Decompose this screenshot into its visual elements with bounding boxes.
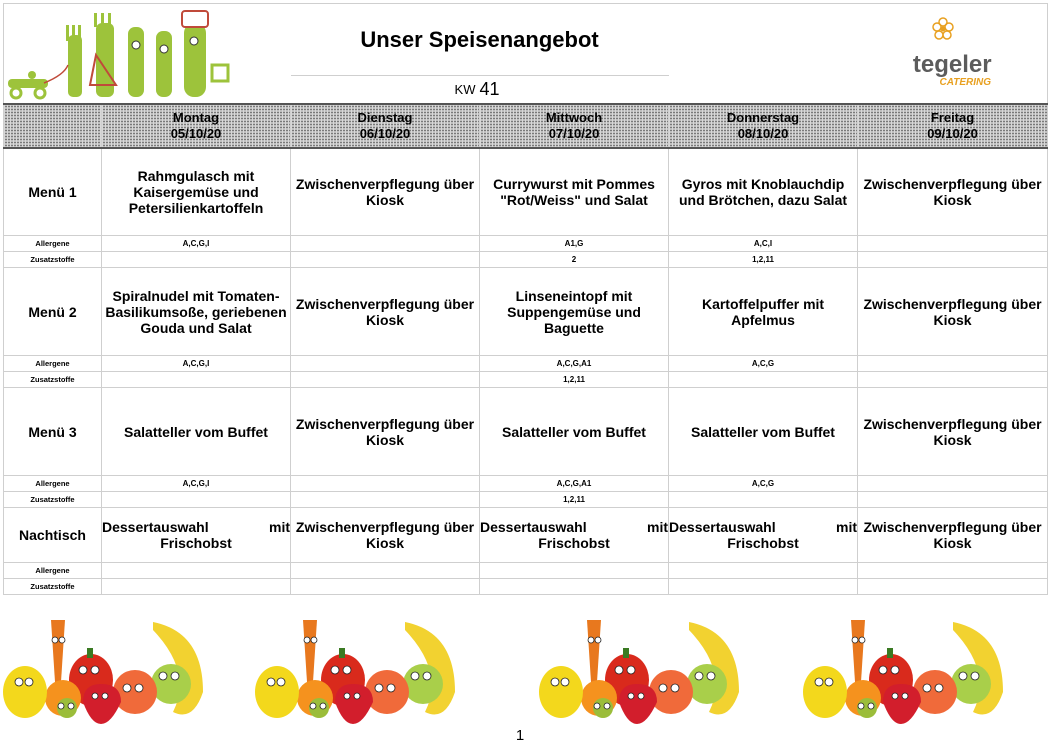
fruit-characters-illustration [3,612,1047,730]
corner-header [4,104,102,148]
allergene-label: Allergene [4,476,102,492]
zusatzstoffe-label: Zusatzstoffe [4,579,102,595]
allergene-cell: A,C,G,I [102,356,291,372]
day-date: 08/10/20 [737,125,789,141]
day-header-friday [858,104,1048,148]
menu-label: Menü 2 [4,268,102,356]
dish-cell: Zwischenverpflegung über Kiosk [858,508,1048,563]
allergene-cell [291,236,480,252]
menu-table [3,3,1048,595]
zusatzstoffe-label: Zusatzstoffe [4,492,102,508]
fruit-banner [3,612,1047,730]
allergene-cell: A,C,G,A1 [480,356,669,372]
menu-label: Menü 3 [4,388,102,476]
allergene-cell [669,563,858,579]
brand-logo-cell [858,4,1048,104]
zusatzstoffe-cell [669,372,858,388]
kw-number: 41 [480,76,669,104]
allergene-cell [858,236,1048,252]
zusatzstoffe-cell [669,579,858,595]
brand-sub: CATERING [939,76,991,88]
allergene-cell [291,476,480,492]
allergene-cell: A,C,I [669,236,858,252]
dish-cell: Zwischenverpflegung über Kiosk [291,148,480,236]
zusatzstoffe-cell [858,492,1048,508]
menu-sheet [3,3,1047,595]
zusatzstoffe-cell: 1,2,11 [669,252,858,268]
kw-label: KW [291,76,480,104]
zusatzstoffe-cell [291,492,480,508]
zusatzstoffe-cell [291,579,480,595]
allergene-cell [291,356,480,372]
dish-cell: Zwischenverpflegung über Kiosk [858,388,1048,476]
day-date: 07/10/20 [548,125,600,141]
dish-cell: Zwischenverpflegung über Kiosk [291,268,480,356]
day-name: Montag [172,109,220,125]
zusatzstoffe-label: Zusatzstoffe [4,252,102,268]
zusatzstoffe-cell [669,492,858,508]
dish-cell: Dessertauswahl mit Frischobst [480,508,669,563]
allergene-cell [480,563,669,579]
zusatzstoffe-cell [102,492,291,508]
dish-cell: Zwischenverpflegung über Kiosk [858,268,1048,356]
zusatzstoffe-cell [858,372,1048,388]
dish-cell: Dessertauswahl mit Frischobst [669,508,858,563]
zusatzstoffe-cell: 1,2,11 [480,492,669,508]
day-header-tuesday [291,104,480,148]
zusatzstoffe-cell [480,579,669,595]
day-header-wednesday [480,104,669,148]
dish-cell: Rahmgulasch mit Kaisergemüse und Petersilienkartoffeln [102,148,291,236]
dish-cell: Salatteller vom Buffet [480,388,669,476]
dish-cell: Zwischenverpflegung über Kiosk [291,508,480,563]
zusatzstoffe-cell [291,372,480,388]
allergene-cell [858,476,1048,492]
allergene-cell: A,C,G,I [102,476,291,492]
menu-label: Menü 1 [4,148,102,236]
dish-cell: Salatteller vom Buffet [669,388,858,476]
day-header-thursday [669,104,858,148]
allergene-cell [102,563,291,579]
brand-name: tegeler [912,50,992,78]
zusatzstoffe-label: Zusatzstoffe [4,372,102,388]
menu-label: Nachtisch [4,508,102,563]
zusatzstoffe-cell [102,252,291,268]
allergene-cell [858,563,1048,579]
dish-cell: Currywurst mit Pommes "Rot/Weiss" und Salat [480,148,669,236]
day-date: 05/10/20 [170,125,222,141]
cutlery-mascot-logo [4,5,244,101]
page-number: 1 [515,727,525,744]
day-header-monday [102,104,291,148]
dish-cell: Zwischenverpflegung über Kiosk [858,148,1048,236]
cutlery-logo-cell [4,4,291,104]
zusatzstoffe-cell [291,252,480,268]
zusatzstoffe-cell [102,372,291,388]
day-name: Mittwoch [545,109,603,125]
zusatzstoffe-cell [858,252,1048,268]
dish-cell: Dessertauswahl mit Frischobst [102,508,291,563]
day-name: Dienstag [357,109,413,125]
allergene-label: Allergene [4,236,102,252]
allergene-cell: A,C,G [669,356,858,372]
day-name: Donnerstag [726,109,800,125]
dish-cell: Zwischenverpflegung über Kiosk [291,388,480,476]
allergene-cell: A1,G [480,236,669,252]
allergene-cell: A,C,G [669,476,858,492]
allergene-cell: A,C,G,I [102,236,291,252]
allergene-cell [858,356,1048,372]
day-date: 06/10/20 [359,125,411,141]
dish-cell: Spiralnudel mit Tomaten-Basilikumsoße, geriebenen Gouda und Salat [102,268,291,356]
dish-cell: Gyros mit Knoblauchdip und Brötchen, dazu Salat [669,148,858,236]
day-name: Freitag [930,109,975,125]
day-date: 09/10/20 [927,125,978,141]
zusatzstoffe-cell: 1,2,11 [480,372,669,388]
allergene-label: Allergene [4,356,102,372]
zusatzstoffe-cell: 2 [480,252,669,268]
allergene-label: Allergene [4,563,102,579]
allergene-cell [291,563,480,579]
blank-header-cell [669,4,858,104]
dish-cell: Salatteller vom Buffet [102,388,291,476]
zusatzstoffe-cell [102,579,291,595]
zusatzstoffe-cell [858,579,1048,595]
dish-cell: Kartoffelpuffer mit Apfelmus [669,268,858,356]
page-title: Unser Speisenangebot [291,4,669,76]
allergene-cell: A,C,G,A1 [480,476,669,492]
dish-cell: Linseneintopf mit Suppengemüse und Baguette [480,268,669,356]
